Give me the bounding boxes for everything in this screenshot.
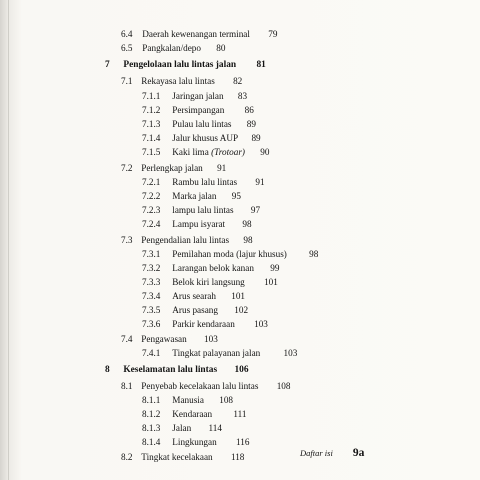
toc-number: 7.3.2	[142, 263, 161, 273]
toc-chapter-8	[105, 364, 249, 376]
toc-page: 80	[216, 43, 226, 53]
toc-title: Lingkungan	[172, 437, 217, 447]
toc-title: Arus searah	[172, 291, 216, 301]
toc-title: Larangan belok kanan	[172, 263, 254, 273]
toc-title: Persimpangan	[172, 105, 225, 115]
toc-title: Perlengkap jalan	[141, 163, 203, 173]
toc-title-italic: (Trotoar)	[211, 147, 245, 157]
toc-chapter-7	[105, 59, 266, 71]
toc-page: 118	[230, 452, 245, 462]
toc-title: Tingkat palayanan jalan	[172, 348, 261, 358]
toc-title: Belok kiri langsung	[172, 277, 245, 287]
toc-number: 8.1.3	[142, 423, 161, 433]
footer-label: Daftar isi	[300, 448, 333, 458]
toc-entry-7-1-2	[142, 104, 254, 116]
toc-number: 7.3.5	[142, 305, 161, 315]
toc-page: 83	[237, 91, 248, 101]
toc-number: 8	[105, 365, 110, 375]
toc-number: 8.1.4	[142, 437, 161, 447]
toc-entry-6-5	[121, 42, 225, 54]
toc-number: 7.1.3	[142, 119, 161, 129]
toc-page: 111	[233, 409, 247, 419]
toc-entry-7-4	[121, 333, 218, 345]
toc-number: 7.3.3	[142, 277, 161, 287]
page-edge-shadow	[8, 0, 9, 480]
toc-entry-7-1-5	[142, 146, 269, 158]
toc-page: 82	[233, 76, 243, 86]
toc-number: 6.4	[121, 29, 133, 39]
toc-number: 7.2.3	[142, 205, 161, 215]
toc-title: Rambu lalu lintas	[172, 177, 238, 187]
toc-page: 116	[236, 437, 250, 447]
toc-page: 101	[231, 291, 245, 301]
toc-page: 89	[246, 119, 256, 129]
toc-page: 103	[254, 319, 268, 329]
toc-entry-7-3-1	[142, 248, 318, 260]
toc-entry-7-2-2	[142, 190, 241, 202]
toc-page: 79	[268, 29, 278, 39]
toc-title: Pengendalian lalu lintas	[141, 235, 230, 245]
toc-page: 108	[219, 395, 234, 405]
toc-title: Parkir kendaraan	[172, 319, 235, 329]
toc-entry-7-1	[121, 75, 242, 87]
toc-page: 114	[208, 423, 222, 433]
toc-number: 7.2.1	[142, 177, 161, 187]
toc-page: 81	[256, 60, 266, 70]
page-footer	[300, 443, 364, 461]
toc-number: 7.2.2	[142, 191, 161, 201]
toc-entry-8-2	[121, 451, 244, 463]
toc-entry-8-1-2	[142, 408, 247, 420]
toc-title: Pemilahan moda (lajur khusus)	[172, 249, 287, 259]
toc-title: Marka jalan	[172, 191, 217, 201]
toc-entry-7-3-4	[142, 290, 245, 302]
toc-entry-7-3-5	[142, 304, 248, 316]
toc-entry-7-3-2	[142, 262, 279, 274]
toc-page: 106	[234, 365, 249, 375]
toc-number: 7	[105, 60, 110, 70]
toc-page: 86	[244, 105, 254, 115]
toc-page: 89	[251, 133, 261, 143]
toc-title: Jaringan jalan	[172, 91, 224, 101]
toc-page: 91	[255, 177, 265, 187]
toc-title: Rekayasa lalu lintas	[141, 76, 215, 86]
toc-page: 103	[283, 348, 298, 358]
toc-number: 7.2	[121, 163, 133, 173]
footer-page-number: 9a	[352, 447, 365, 459]
toc-title: Lampu isyarat	[172, 219, 226, 229]
toc-entry-7-1-1	[142, 90, 247, 102]
toc-number: 8.2	[121, 452, 133, 462]
toc-number: 7.1.1	[142, 91, 161, 101]
toc-entry-7-2-1	[142, 176, 265, 188]
toc-page: 91	[217, 163, 227, 173]
toc-number: 7.4.1	[142, 348, 161, 358]
toc-title: Keselamatan lalu lintas	[123, 365, 218, 375]
toc-title: lampu lalu lintas	[172, 205, 234, 215]
toc-entry-7-2	[121, 162, 226, 174]
toc-number: 7.1.4	[142, 133, 161, 143]
toc-title: Penyebab kecelakaan lalu lintas	[141, 381, 259, 391]
toc-number: 7.4	[121, 334, 133, 344]
toc-title: Arus pasang	[172, 305, 218, 315]
toc-page: 102	[234, 305, 249, 315]
toc-entry-6-4	[121, 28, 277, 40]
toc-title: Kendaraan	[172, 409, 213, 419]
toc-entry-7-3	[121, 234, 253, 246]
toc-number: 6.5	[121, 43, 133, 53]
toc-number: 7.1.5	[142, 147, 161, 157]
toc-entry-8-1	[121, 380, 290, 392]
toc-title: Pengawasan	[141, 334, 187, 344]
toc-number: 8.1.1	[142, 395, 161, 405]
toc-title: Daerah kewenangan terminal	[142, 29, 250, 39]
toc-page: 101	[264, 277, 278, 287]
toc-entry-7-2-3	[142, 204, 260, 216]
toc-entry-7-3-3	[142, 276, 278, 288]
toc-entry-7-2-4	[142, 218, 252, 230]
toc-number: 7.3	[121, 235, 133, 245]
toc-number: 7.3.6	[142, 319, 161, 329]
toc-title: Jalan	[172, 423, 192, 433]
toc-entry-7-1-3	[142, 118, 256, 130]
toc-page: 108	[276, 381, 291, 391]
toc-number: 7.3.4	[142, 291, 161, 301]
toc-title: Kaki lima	[172, 147, 209, 157]
toc-entry-7-4-1	[142, 347, 297, 359]
toc-title: Jalur khusus AUP	[172, 133, 239, 143]
toc-title: Pengelolaan lalu lintas jalan	[123, 60, 237, 70]
toc-page: 98	[242, 219, 252, 229]
toc-page: 95	[231, 191, 241, 201]
toc-title: Manusia	[172, 395, 204, 405]
toc-entry-7-3-6	[142, 318, 268, 330]
toc-page: 98	[309, 249, 319, 259]
toc-number: 7.2.4	[142, 219, 161, 229]
toc-number: 8.1.2	[142, 409, 161, 419]
toc-page: 103	[204, 334, 218, 344]
toc-page: 98	[243, 235, 253, 245]
toc-title: Pulau lalu lintas	[172, 119, 232, 129]
toc-number: 7.1.2	[142, 105, 161, 115]
toc-entry-8-1-4	[142, 436, 249, 448]
toc-title: Pangkalan/depo	[142, 43, 201, 53]
toc-entry-7-1-4	[142, 132, 261, 144]
toc-title: Tingkat kecelakaan	[141, 452, 213, 462]
toc-number: 7.1	[121, 76, 133, 86]
toc-entry-8-1-3	[142, 422, 222, 434]
toc-entry-8-1-1	[142, 394, 233, 406]
toc-number: 8.1	[121, 381, 133, 391]
toc-number: 7.3.1	[142, 249, 161, 259]
toc-page: 90	[260, 147, 270, 157]
toc-page: 99	[270, 263, 280, 273]
toc-page: 97	[250, 205, 261, 215]
